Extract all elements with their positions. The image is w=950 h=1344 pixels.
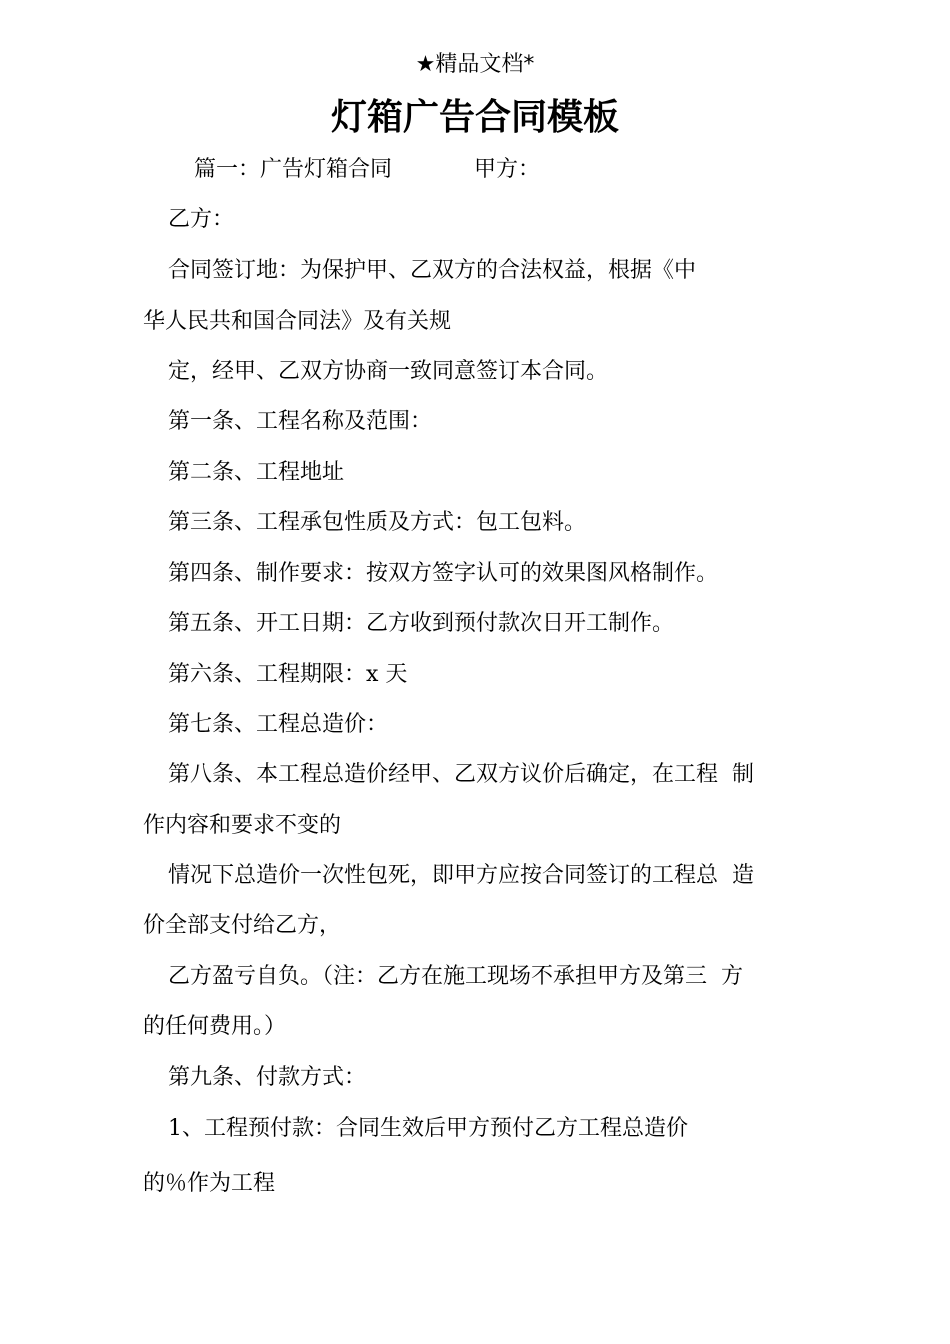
- paragraph-line: 合同签订地：为保护甲、乙双方的合法权益，根据《中: [168, 258, 697, 283]
- article-8: 第八条、本工程总造价经甲、乙双方议价后确定，在工程 制: [168, 762, 754, 787]
- article-8-continued: 作内容和要求不变的: [143, 813, 342, 838]
- article-5: 第五条、开工日期：乙方收到预付款次日开工制作。: [168, 611, 675, 636]
- paragraph-line: 华人民共和国合同法》及有关规: [143, 309, 452, 334]
- paragraph-line: 定，经甲、乙双方协商一致同意签订本合同。: [168, 359, 609, 384]
- article-8-continued: 的任何费用。）: [143, 1014, 287, 1039]
- article-6: 第六条、工程期限：x 天: [168, 662, 408, 687]
- article-3: 第三条、工程承包性质及方式：包工包料。: [168, 510, 587, 535]
- article-9-item-1: 1、工程预付款：合同生效后甲方预付乙方工程总造价: [168, 1116, 688, 1141]
- article-4: 第四条、制作要求：按双方签字认可的效果图风格制作。: [168, 561, 719, 586]
- article-9-item-1-continued: 的％作为工程: [143, 1171, 276, 1196]
- article-8-continued: 情况下总造价一次性包死，即甲方应按合同签订的工程总 造: [168, 863, 754, 888]
- document-title: 灯箱广告合同模板: [330, 96, 619, 138]
- article-8-continued: 价全部支付给乙方，: [143, 913, 342, 938]
- article-8-continued: 乙方盈亏自负。（注：乙方在施工现场不承担甲方及第三 方: [168, 964, 743, 989]
- article-1: 第一条、工程名称及范围：: [168, 409, 433, 434]
- party-a-label: 甲方：: [474, 157, 541, 182]
- party-b-label: 乙方：: [168, 207, 235, 232]
- header-mark: ★精品文档*: [415, 52, 535, 77]
- article-7: 第七条、工程总造价：: [168, 712, 389, 737]
- article-2: 第二条、工程地址: [168, 460, 345, 485]
- section-label: 篇一：广告灯箱合同: [194, 157, 393, 182]
- article-9: 第九条、付款方式：: [168, 1065, 367, 1090]
